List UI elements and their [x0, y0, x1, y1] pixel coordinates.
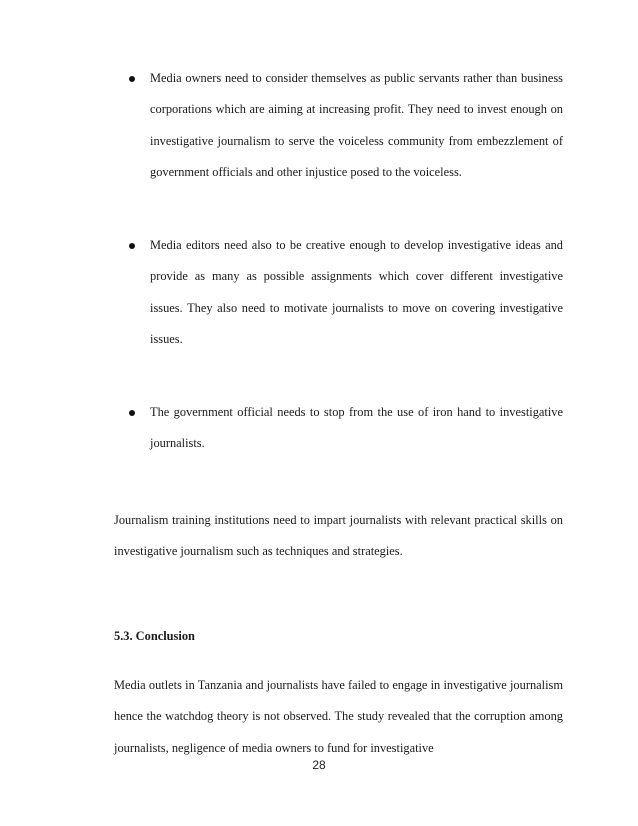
bullet-text: The government official needs to stop from the use of iron hand to investigative journalists. — [150, 405, 563, 451]
bullet-item-government — [150, 397, 563, 460]
bullet-icon — [129, 76, 135, 82]
bullet-icon — [129, 243, 135, 249]
page-number: 28 — [312, 758, 326, 772]
bullet-item-media-editors — [150, 230, 563, 356]
bullet-text: Media owners need to consider themselves as public servants rather than business corporations which are aiming at increasing profit. They need to invest enough on investigative journalism to serve the voiceless community from embezzlement of government officials and other injustice posed to the voiceless. — [150, 71, 563, 180]
bullet-text: Media editors need also to be creative enough to develop investigative ideas and provide as many as possible assignments which cover different investigative issues. They also need to motivate journalists to move on covering investigative issues. — [150, 238, 563, 347]
section-heading: 5.3. Conclusion — [114, 629, 195, 643]
bullet-item-media-owners — [150, 63, 563, 189]
paragraph-conclusion: Media outlets in Tanzania and journalists have failed to engage in investigative journalism hence the watchdog theory is not observed. The study revealed that the corruption among journalists, negligence of media owners to fund for investigative — [114, 678, 563, 755]
bullet-icon — [129, 410, 135, 416]
paragraph-training-institutions: Journalism training institutions need to impart journalists with relevant practical skills on investigative journalism such as techniques and strategies. — [114, 513, 563, 559]
